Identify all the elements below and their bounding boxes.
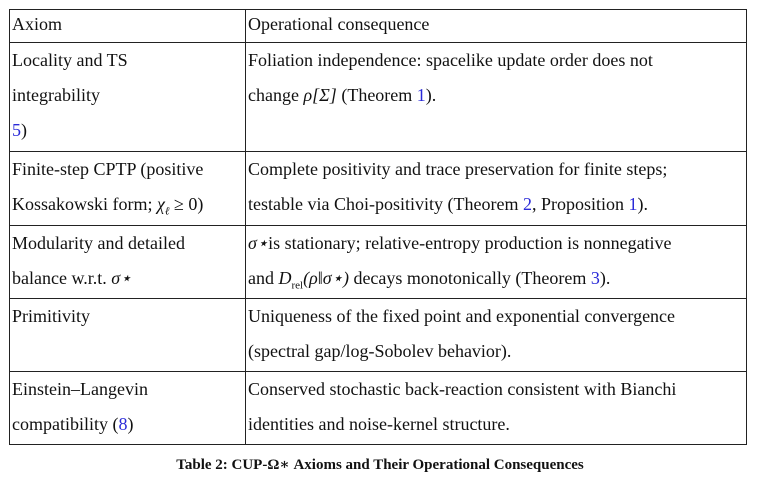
consequence-text: (spectral gap/log-Sobolev behavior). <box>248 341 512 361</box>
axiom-text: Einstein–Langevin <box>12 379 148 399</box>
math-expression: σ⋆ <box>248 233 269 253</box>
table-header-row <box>10 10 747 43</box>
axiom-text: Modularity and detailed <box>12 233 185 253</box>
header-operational-consequence: Operational consequence <box>246 10 747 43</box>
consequence-text: ). <box>425 85 437 105</box>
axiom-text: Kossakowski form; <box>12 194 157 214</box>
reference-link[interactable]: 2 <box>522 194 532 214</box>
reference-link[interactable]: 5 <box>12 120 21 140</box>
consequence-text: ). <box>599 268 611 288</box>
table-row <box>10 299 747 372</box>
math-expression: ρ[Σ] <box>303 85 337 105</box>
consequence-text: Foliation independence: spacelike update order does not <box>248 50 653 70</box>
consequence-cell <box>246 152 747 226</box>
consequence-text: Complete positivity and trace preservation for finite steps; <box>248 159 668 179</box>
consequence-text: is stationary; relative-entropy production is nonnegative <box>268 233 672 253</box>
consequence-cell <box>246 43 747 152</box>
axiom-text: ) <box>21 120 27 140</box>
consequence-text: and <box>248 268 279 288</box>
consequence-text: testable via Choi-positivity (Theorem <box>248 194 523 214</box>
consequence-text: Uniqueness of the fixed point and exponential convergence <box>248 306 676 326</box>
reference-link[interactable]: 8 <box>118 414 128 434</box>
axiom-text: Locality and TS <box>12 50 128 70</box>
axiom-cell <box>10 226 246 299</box>
math-expression: (ρ‖σ⋆) <box>303 268 349 288</box>
math-expression: D <box>278 268 292 288</box>
math-expression: χ <box>157 194 165 214</box>
table-row <box>10 226 747 299</box>
axiom-text: integrability <box>12 85 100 105</box>
axiom-text: balance w.r.t. <box>12 268 112 288</box>
consequence-cell <box>246 372 747 445</box>
consequence-text: change <box>248 85 304 105</box>
consequence-text: Conserved stochastic back-reaction consistent with Bianchi <box>248 379 677 399</box>
consequence-text: identities and noise-kernel structure. <box>248 414 510 434</box>
table-row <box>10 152 747 226</box>
axiom-cell <box>10 43 246 152</box>
axiom-text: Primitivity <box>12 306 91 326</box>
table-row <box>10 372 747 445</box>
consequence-text: ). <box>637 194 648 214</box>
consequence-text: , Proposition <box>531 194 629 214</box>
axioms-table <box>9 9 747 445</box>
axiom-cell <box>10 299 246 372</box>
math-subscript: rel <box>291 279 304 292</box>
table-caption: Table 2: CUP-Ω∗ Axioms and Their Operational Consequences <box>176 457 584 473</box>
reference-link[interactable]: 1 <box>628 194 638 214</box>
table-row <box>10 43 747 152</box>
axiom-text: Finite-step CPTP (positive <box>12 159 204 179</box>
consequence-cell <box>246 299 747 372</box>
math-expression: σ⋆ <box>111 268 132 288</box>
axiom-text: ≥ 0) <box>169 194 204 214</box>
axiom-text: ) <box>127 414 134 434</box>
axiom-text: compatibility ( <box>12 414 119 434</box>
consequence-text: decays monotonically (Theorem <box>348 268 591 288</box>
axiom-cell <box>10 152 246 226</box>
math-subscript: ℓ <box>164 205 170 218</box>
consequence-text: (Theorem <box>336 85 417 105</box>
axiom-cell <box>10 372 246 445</box>
reference-link[interactable]: 1 <box>416 85 426 105</box>
consequence-cell <box>246 226 747 299</box>
header-axiom: Axiom <box>10 10 246 43</box>
reference-link[interactable]: 3 <box>590 268 600 288</box>
